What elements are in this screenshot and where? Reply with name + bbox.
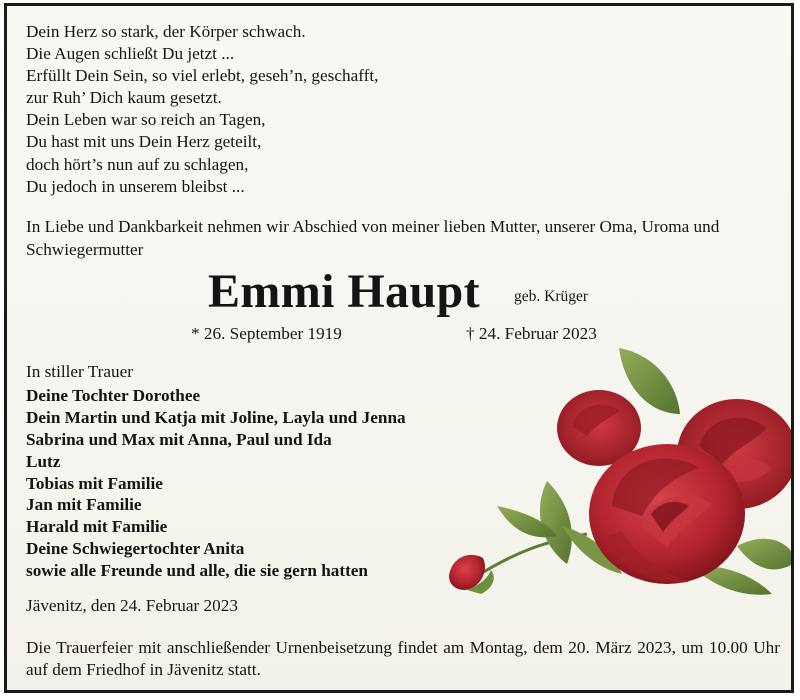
poem-line: zur Ruh’ Dich kaum gesetzt.: [26, 88, 222, 108]
deceased-name: Emmi Haupt: [208, 265, 481, 318]
poem-line: Erfüllt Dein Sein, so viel erlebt, geseh’n, geschafft,: [26, 66, 379, 86]
poem-line: Du jedoch in unserem bleibst ...: [26, 176, 245, 196]
list-item: sowie alle Freunde und alle, die sie gern hatten: [26, 561, 368, 581]
obituary-notice: [4, 3, 794, 693]
list-item: Lutz: [26, 451, 61, 471]
list-item: Sabrina und Max mit Anna, Paul und Ida: [26, 429, 332, 449]
funeral-notice: Die Trauerfeier mit anschließender Urnenbeisetzung findet am Montag, dem 20. März 2023, um 10.00 Uhr auf dem Friedhof in Jävenitz statt.: [26, 638, 780, 679]
mourning-label: In stiller Trauer: [26, 362, 133, 381]
poem-line: Dein Leben war so reich an Tagen,: [26, 110, 266, 130]
list-item: Jan mit Familie: [26, 495, 142, 515]
poem-line: Du hast mit uns Dein Herz geteilt,: [26, 132, 262, 152]
red-roses-image: [437, 336, 794, 606]
place-date: Jävenitz, den 24. Februar 2023: [26, 596, 238, 615]
list-item: Deine Tochter Dorothee: [26, 386, 201, 405]
poem: [26, 21, 378, 198]
death-date: † 24. Februar 2023: [466, 324, 597, 343]
list-item: Deine Schwiegertochter Anita: [26, 539, 245, 559]
maiden-name: geb. Krüger: [514, 288, 589, 305]
list-item: Tobias mit Familie: [26, 473, 163, 493]
list-item: Dein Martin und Katja mit Joline, Layla und Jenna: [26, 407, 406, 427]
poem-line: doch hört’s nun auf zu schlagen,: [26, 154, 249, 174]
intro-text: In Liebe und Dankbarkeit nehmen wir Abschied von meiner lieben Mutter, unserer Oma, Uroma und Schwiegermutter: [26, 217, 720, 259]
birth-date: * 26. September 1919: [191, 324, 342, 343]
poem-line: Dein Herz so stark, der Körper schwach.: [26, 22, 306, 41]
mourners-list: [26, 385, 406, 582]
poem-line: Die Augen schließt Du jetzt ...: [26, 44, 235, 64]
list-item: Harald mit Familie: [26, 517, 168, 537]
